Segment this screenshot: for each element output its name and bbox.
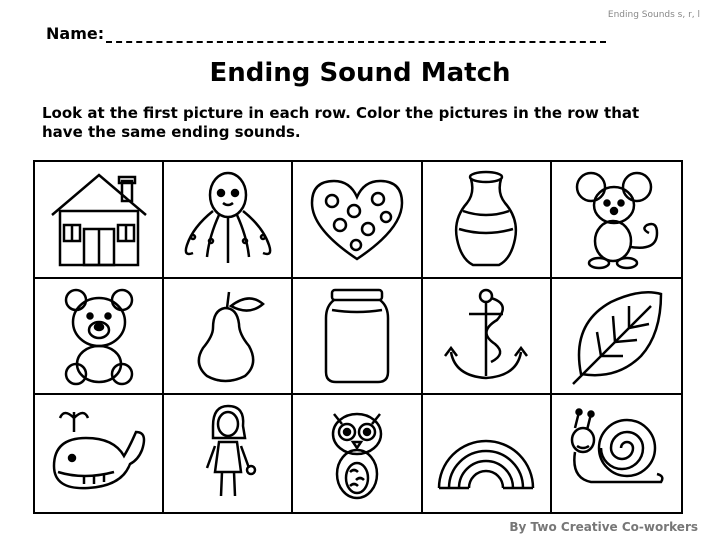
girl-icon	[173, 402, 283, 506]
anchor-icon	[431, 284, 541, 388]
cell-snail[interactable]	[552, 395, 681, 512]
rainbow-icon	[431, 402, 541, 506]
owl-icon	[302, 402, 412, 506]
cell-pear[interactable]	[164, 279, 293, 396]
cell-anchor[interactable]	[423, 279, 552, 396]
cell-house[interactable]	[35, 162, 164, 279]
vase-icon	[431, 167, 541, 271]
credit-text: By Two Creative Co-workers	[509, 520, 698, 534]
cell-whale[interactable]	[35, 395, 164, 512]
cell-bear[interactable]	[35, 279, 164, 396]
instructions: Look at the first picture in each row. Color the pictures in the row that have the same ending sounds.	[42, 104, 640, 141]
cell-octopus[interactable]	[164, 162, 293, 279]
picture-grid	[33, 160, 683, 514]
whale-icon	[44, 402, 154, 506]
cell-leaf[interactable]	[552, 279, 681, 396]
pear-icon	[173, 284, 283, 388]
heart-icon	[302, 167, 412, 271]
name-label: Name:	[46, 24, 105, 43]
name-line[interactable]	[106, 27, 606, 43]
snail-icon	[561, 402, 671, 506]
bear-icon	[44, 284, 154, 388]
house-icon	[44, 167, 154, 271]
octopus-icon	[173, 167, 283, 271]
cell-heart[interactable]	[293, 162, 422, 279]
corner-label: Ending Sounds s, r, l	[607, 10, 700, 20]
cell-vase[interactable]	[423, 162, 552, 279]
cell-owl[interactable]	[293, 395, 422, 512]
jar-icon	[302, 284, 412, 388]
worksheet-title: Ending Sound Match	[209, 58, 511, 88]
mouse-icon	[561, 167, 671, 271]
cell-mouse[interactable]	[552, 162, 681, 279]
cell-jar[interactable]	[293, 279, 422, 396]
name-row	[46, 24, 606, 43]
leaf-icon	[561, 284, 671, 388]
cell-girl[interactable]	[164, 395, 293, 512]
cell-rainbow[interactable]	[423, 395, 552, 512]
